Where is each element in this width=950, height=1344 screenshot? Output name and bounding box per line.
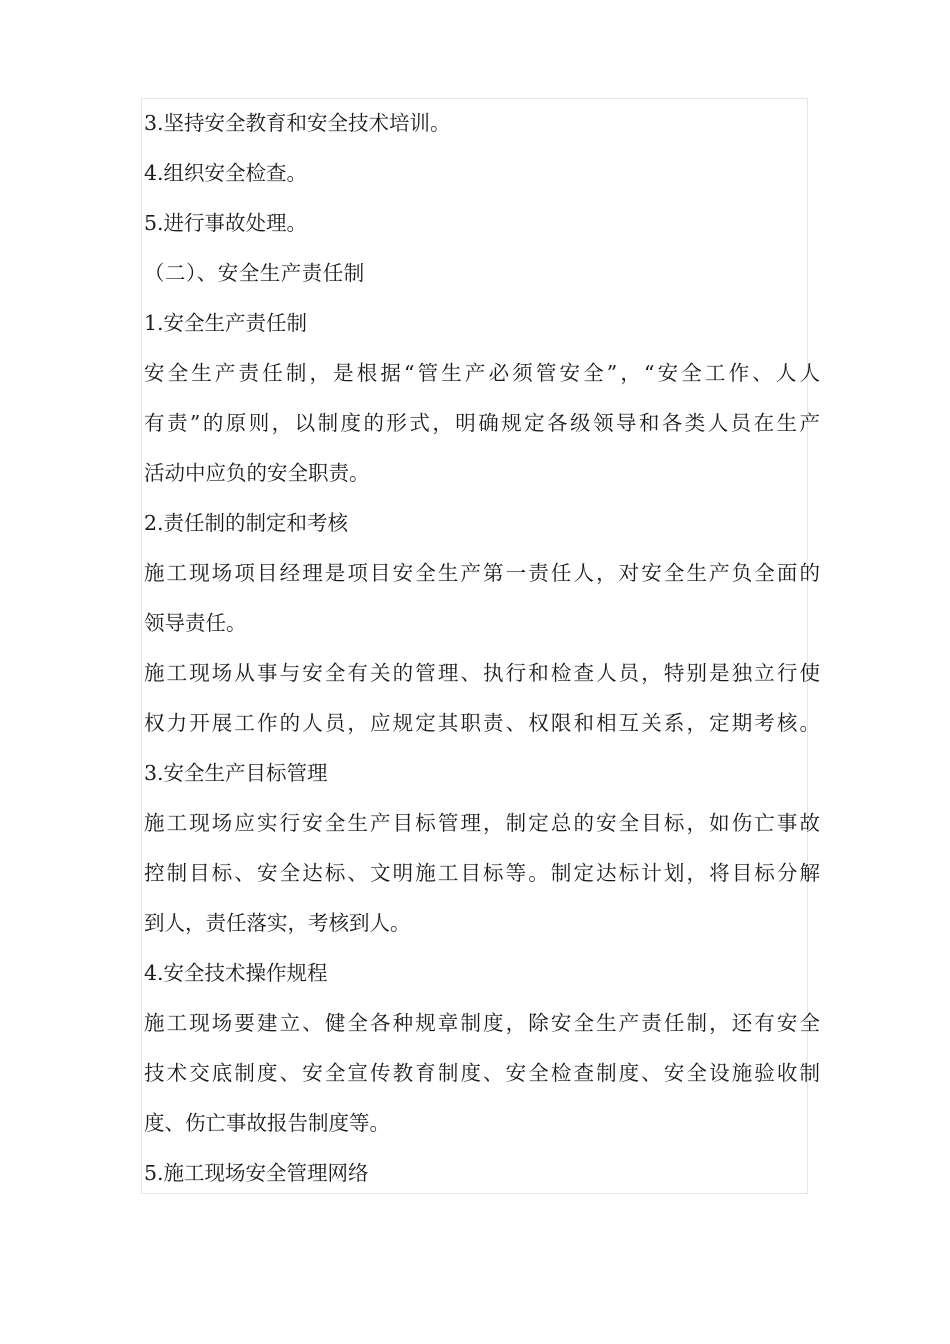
paragraph-line: 控制目标、安全达标、文明施工目标等。制定达标计划，将目标分解 bbox=[144, 861, 820, 885]
paragraph-line: 技术交底制度、安全宣传教育制度、安全检查制度、安全设施验收制 bbox=[144, 1061, 820, 1085]
paragraph-line: 活动中应负的安全职责。 bbox=[144, 461, 370, 485]
subsection-heading: 5.施工现场安全管理网络 bbox=[144, 1161, 369, 1185]
subsection-heading: 2.责任制的制定和考核 bbox=[144, 511, 349, 535]
subsection-heading: 1.安全生产责任制 bbox=[144, 311, 308, 335]
paragraph-line: 施工现场项目经理是项目安全生产第一责任人，对安全生产负全面的 bbox=[144, 561, 820, 585]
document-body bbox=[144, 98, 820, 1198]
paragraph-line: 权力开展工作的人员，应规定其职责、权限和相互关系，定期考核。 bbox=[144, 711, 820, 735]
paragraph-line: 到人，责任落实，考核到人。 bbox=[144, 911, 411, 935]
subsection-heading: 4.安全技术操作规程 bbox=[144, 961, 328, 985]
list-item: 4.组织安全检查。 bbox=[144, 161, 308, 185]
paragraph-line: 施工现场应实行安全生产目标管理，制定总的安全目标，如伤亡事故 bbox=[144, 811, 820, 835]
paragraph-line: 度、伤亡事故报告制度等。 bbox=[144, 1111, 390, 1135]
paragraph-line: 安全生产责任制，是根据“管生产必须管安全”，“安全工作、人人 bbox=[144, 361, 820, 385]
list-item: 5.进行事故处理。 bbox=[144, 211, 308, 235]
list-item: 3.坚持安全教育和安全技术培训。 bbox=[144, 111, 451, 135]
paragraph-line: 领导责任。 bbox=[144, 611, 247, 635]
paragraph-line: 有责”的原则，以制度的形式，明确规定各级领导和各类人员在生产 bbox=[144, 411, 820, 435]
subsection-heading: 3.安全生产目标管理 bbox=[144, 761, 328, 785]
section-heading: （二）、安全生产责任制 bbox=[144, 261, 365, 285]
paragraph-line: 施工现场要建立、健全各种规章制度，除安全生产责任制，还有安全 bbox=[144, 1011, 820, 1035]
paragraph-line: 施工现场从事与安全有关的管理、执行和检查人员，特别是独立行使 bbox=[144, 661, 820, 685]
